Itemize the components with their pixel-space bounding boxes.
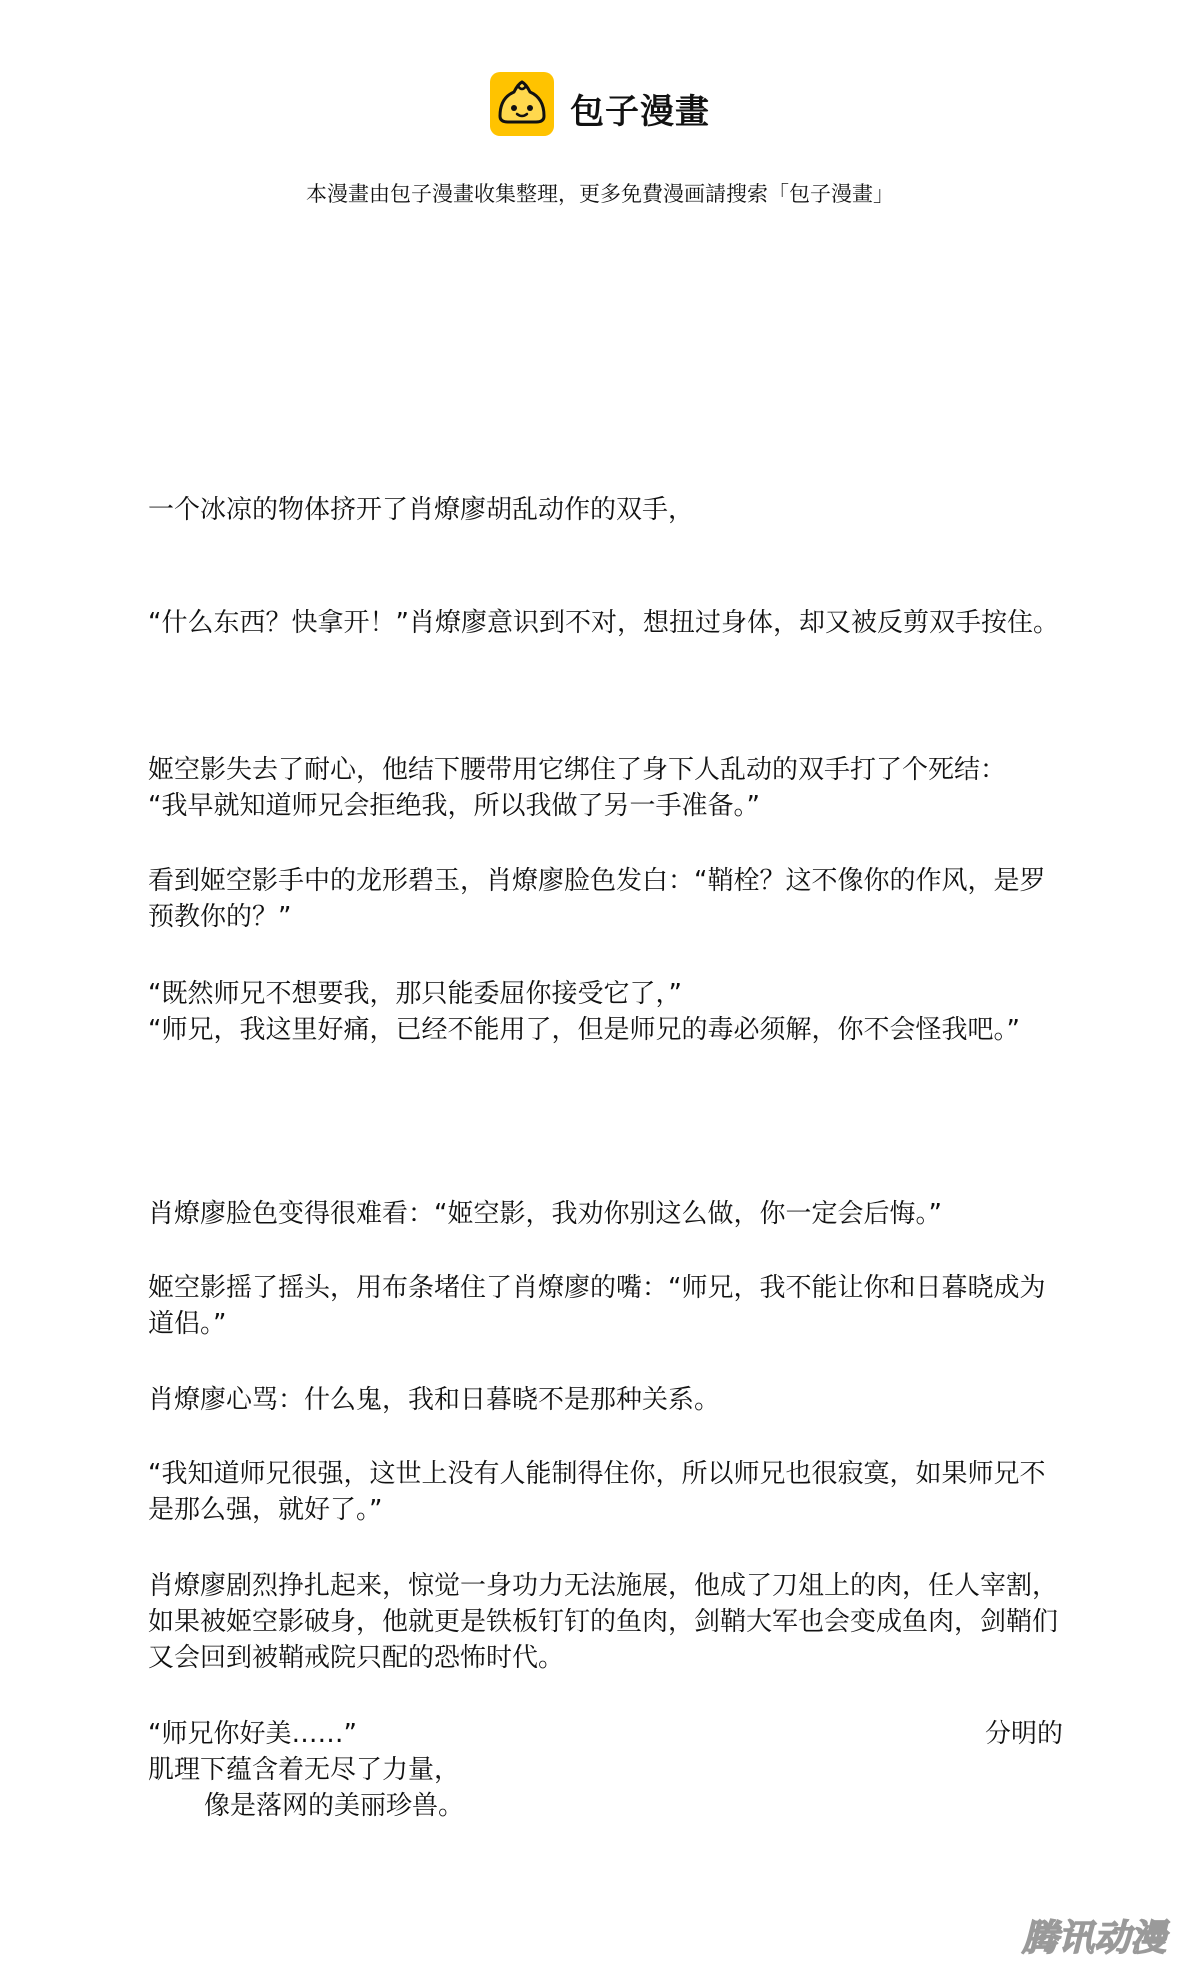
paragraph: 姬空影失去了耐心，他结下腰带用它绑住了身下人乱动的双手打了个死结： bbox=[148, 755, 1007, 785]
paragraph: “师兄你好美……” bbox=[148, 1719, 357, 1749]
paragraph: 一个冰凉的物体挤开了肖燎廖胡乱动作的双手， bbox=[148, 495, 695, 525]
source-notice: 本漫畫由包子漫畫收集整理，更多免費漫画請搜索「包子漫畫」 bbox=[306, 182, 894, 206]
paragraph: “既然师兄不想要我，那只能委屈你接受它了，” bbox=[148, 979, 682, 1009]
header bbox=[0, 66, 1200, 146]
tencent-comic-watermark bbox=[1010, 1910, 1178, 1962]
paragraph: 肖燎廖心骂：什么鬼，我和日暮晓不是那种关系。 bbox=[148, 1385, 721, 1415]
paragraph: “什么东西？快拿开！”肖燎廖意识到不对，想扭过身体，却又被反剪双手按住。 bbox=[148, 608, 1059, 638]
paragraph: 像是落网的美丽珍兽。 bbox=[204, 1791, 465, 1821]
bun-logo-icon bbox=[490, 72, 554, 136]
paragraph: “我早就知道师兄会拒绝我，所以我做了另一手准备。” bbox=[148, 791, 760, 821]
paragraph: “我知道师兄很强，这世上没有人能制得住你，所以师兄也很寂寞，如果师兄不是那么强，就好了。” bbox=[148, 1459, 1046, 1525]
paragraph: “师兄，我这里好痛，已经不能用了，但是师兄的毒必须解，你不会怪我吧。” bbox=[148, 1015, 1020, 1045]
paragraph-right: 分明的 bbox=[984, 1719, 1063, 1749]
brand-name: 包子漫畫 bbox=[570, 92, 710, 132]
paragraph: 姬空影摇了摇头，用布条堵住了肖燎廖的嘴：“师兄，我不能让你和日暮晓成为道侣。” bbox=[148, 1273, 1046, 1339]
paragraph: 肖燎廖脸色变得很难看：“姬空影，我劝你别这么做，你一定会后悔。” bbox=[148, 1199, 942, 1229]
brand-logo[interactable] bbox=[490, 66, 830, 146]
watermark-text: 腾讯动漫 bbox=[1021, 1918, 1167, 1959]
paragraph: 肖燎廖剧烈挣扎起来，惊觉一身功力无法施展，他成了刀俎上的肉，任人宰割，如果被姬空影破身，他就更是铁板钉钉的鱼肉，剑鞘大军也会变成鱼肉，剑鞘们又会回到被鞘戒院只配的恐怖时代。 bbox=[148, 1571, 1059, 1673]
paragraph: 肌理下蕴含着无尽了力量， bbox=[148, 1755, 461, 1785]
paragraph: 看到姬空影手中的龙形碧玉，肖燎廖脸色发白：“鞘栓？这不像你的作风，是罗预教你的？” bbox=[148, 866, 1046, 932]
